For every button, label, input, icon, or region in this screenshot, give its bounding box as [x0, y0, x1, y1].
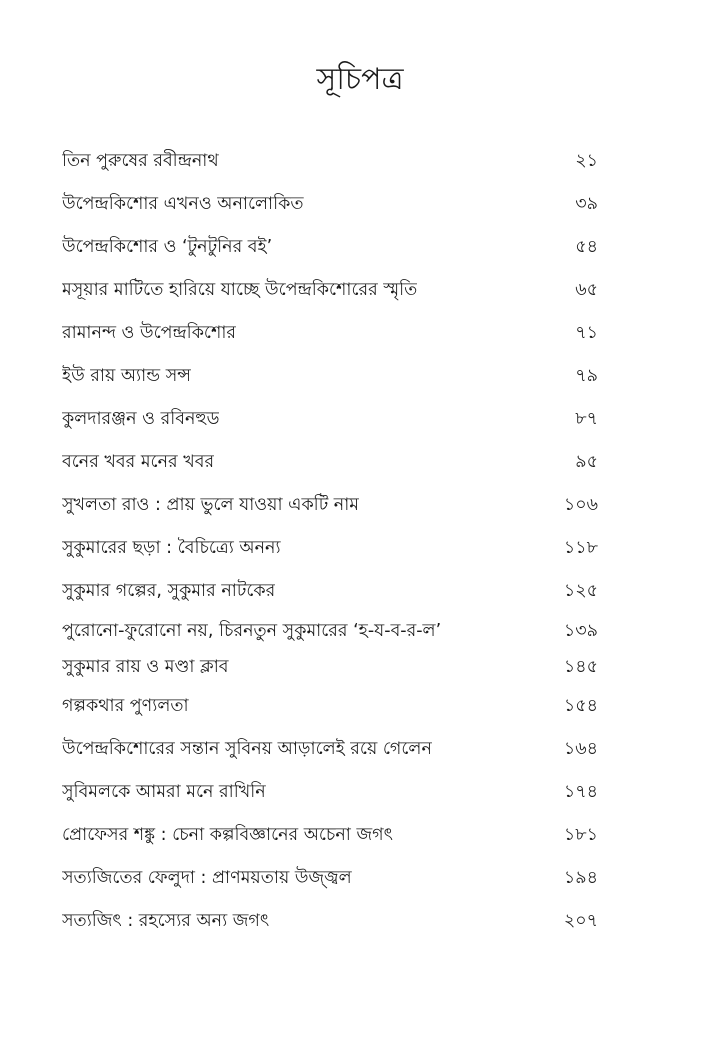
toc-entry-title: কুলদারঞ্জন ও রবিনহুড	[62, 409, 220, 429]
toc-entry-title: সুকুমার গল্পের, সুকুমার নাটকের	[62, 581, 276, 601]
toc-entry	[62, 649, 598, 685]
page-title: সূচিপত্র	[316, 62, 404, 97]
toc-entry	[62, 527, 598, 570]
toc-entry-title: রামানন্দ ও উপেন্দ্রকিশোর	[62, 323, 237, 343]
toc-entry-page: ২০৭	[563, 911, 598, 931]
toc-entry-page: ৫৪	[575, 237, 598, 257]
toc-entry-title: সুকুমারের ছড়া : বৈচিত্র্যে অনন্য	[62, 538, 281, 558]
toc-entry-page: ৬৫	[575, 280, 598, 300]
toc-entry-title: সুকুমার রায় ও মণ্ডা ক্লাব	[62, 657, 229, 677]
toc-entry	[62, 771, 598, 814]
toc-entry-page: ৯৫	[575, 452, 598, 472]
table-of-contents	[62, 140, 598, 943]
toc-entry	[62, 484, 598, 527]
toc-entry-page: ১১৮	[563, 538, 598, 558]
toc-entry-page: ১৪৫	[563, 657, 598, 677]
toc-entry-page: ১৯৪	[563, 868, 598, 888]
toc-entry	[62, 269, 598, 312]
toc-entry-title: প্রোফেসর শঙ্কু : চেনা কল্পবিজ্ঞানের অচেনা জগৎ	[62, 825, 393, 845]
toc-entry-page: ১২৫	[563, 581, 598, 601]
toc-entry-page: ২১	[575, 151, 598, 171]
toc-entry-title: গল্পকথার পুণ্যলতা	[62, 696, 189, 716]
toc-entry-page: ৩৯	[575, 194, 598, 214]
toc-entry	[62, 900, 598, 943]
toc-entry	[62, 398, 598, 441]
toc-entry-title: মসূয়ার মাটিতে হারিয়ে যাচ্ছে উপেন্দ্রকিশোরের স্মৃতি	[62, 280, 418, 300]
toc-entry	[62, 140, 598, 183]
toc-entry-page: ৭১	[575, 323, 598, 343]
toc-entry-title: সত্যজিৎ : রহস্যের অন্য জগৎ	[62, 911, 270, 931]
toc-entry-title: পুরোনো-ফুরোনো নয়, চিরনতুন সুকুমারের ‘হ-য-ব-র-ল’	[62, 621, 442, 641]
toc-entry	[62, 728, 598, 771]
toc-entry	[62, 814, 598, 857]
toc-entry	[62, 685, 598, 728]
toc-entry	[62, 312, 598, 355]
toc-entry-page: ১৭৪	[563, 782, 598, 802]
toc-entry-page: ৭৯	[575, 366, 598, 386]
toc-entry-page: ১৩৯	[563, 621, 598, 641]
toc-entry-title: বনের খবর মনের খবর	[62, 452, 215, 472]
toc-entry	[62, 441, 598, 484]
toc-entry-title: সত্যজিতের ফেলুদা : প্রাণময়তায় উজ্জ্বল	[62, 868, 352, 888]
toc-entry-page: ১৬৪	[563, 739, 598, 759]
toc-entry-page: ১৮১	[563, 825, 598, 845]
toc-entry-page: ৮৭	[575, 409, 598, 429]
toc-entry	[62, 857, 598, 900]
toc-entry-title: উপেন্দ্রকিশোরের সন্তান সুবিনয় আড়ালেই রয়ে গেলেন	[62, 739, 432, 759]
toc-entry	[62, 183, 598, 226]
toc-entry	[62, 613, 598, 649]
toc-entry-title: সুখলতা রাও : প্রায় ভুলে যাওয়া একটি নাম	[62, 495, 360, 515]
toc-entry	[62, 226, 598, 269]
toc-entry-title: ইউ রায় অ্যান্ড সন্স	[62, 366, 192, 386]
toc-entry	[62, 355, 598, 398]
toc-entry-title: উপেন্দ্রকিশোর ও ‘টুনটুনির বই’	[62, 237, 273, 257]
toc-entry	[62, 570, 598, 613]
toc-entry-title: উপেন্দ্রকিশোর এখনও অনালোকিত	[62, 194, 304, 214]
toc-entry-page: ১০৬	[563, 495, 598, 515]
toc-entry-title: সুবিমলকে আমরা মনে রাখিনি	[62, 782, 266, 802]
toc-entry-page: ১৫৪	[563, 696, 598, 716]
toc-entry-title: তিন পুরুষের রবীন্দ্রনাথ	[62, 151, 219, 171]
